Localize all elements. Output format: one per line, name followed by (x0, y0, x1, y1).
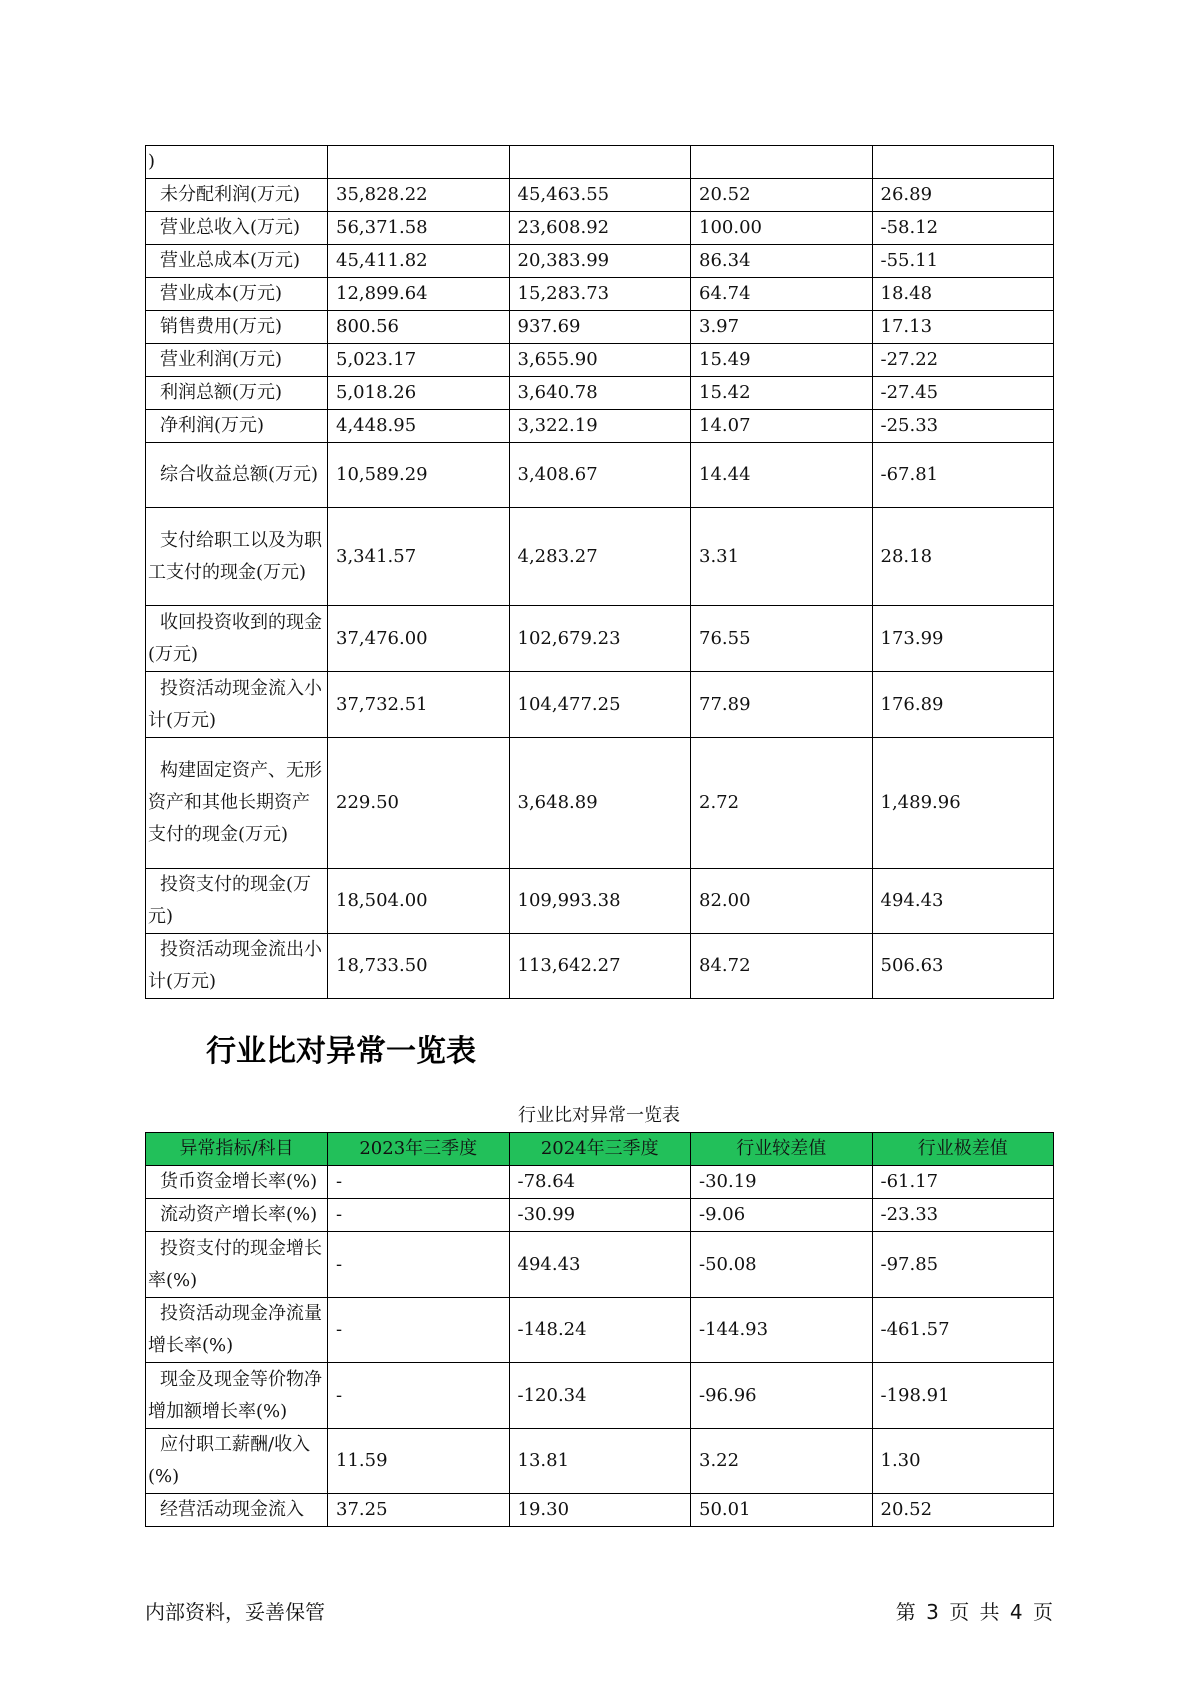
row-label: 营业总收入(万元) (146, 212, 328, 245)
value-cell: 12,899.64 (328, 278, 510, 311)
value-cell: 84.72 (691, 934, 873, 999)
value-cell: -148.24 (509, 1298, 691, 1363)
row-label: 经营活动现金流入 (146, 1494, 328, 1527)
value-cell: -144.93 (691, 1298, 873, 1363)
value-cell: 3.31 (691, 508, 873, 606)
column-header: 行业极差值 (872, 1133, 1054, 1166)
value-cell: 26.89 (872, 179, 1054, 212)
table-row (146, 278, 1054, 311)
value-cell: -55.11 (872, 245, 1054, 278)
value-cell: -27.45 (872, 377, 1054, 410)
table-row (146, 1429, 1054, 1494)
table-row (146, 869, 1054, 934)
column-header: 行业较差值 (691, 1133, 873, 1166)
table-row (146, 606, 1054, 672)
value-cell: -198.91 (872, 1363, 1054, 1429)
value-cell: 76.55 (691, 606, 873, 672)
value-cell: 3.22 (691, 1429, 873, 1494)
table-row (146, 377, 1054, 410)
row-label: 投资支付的现金增长率(%) (146, 1232, 328, 1298)
row-label: 支付给职工以及为职工支付的现金(万元) (146, 508, 328, 606)
value-cell: 229.50 (328, 738, 510, 869)
value-cell: 494.43 (509, 1232, 691, 1298)
value-cell: 176.89 (872, 672, 1054, 738)
value-cell: 109,993.38 (509, 869, 691, 934)
value-cell: -67.81 (872, 443, 1054, 508)
table-header-row (146, 1133, 1054, 1166)
value-cell: 15,283.73 (509, 278, 691, 311)
value-cell: 1.30 (872, 1429, 1054, 1494)
footer-page-number: 第 3 页 共 4 页 (895, 1600, 1053, 1624)
value-cell: -27.22 (872, 344, 1054, 377)
value-cell: -50.08 (691, 1232, 873, 1298)
value-cell: 937.69 (509, 311, 691, 344)
row-label: 投资支付的现金(万元) (146, 869, 328, 934)
value-cell: 64.74 (691, 278, 873, 311)
table-row (146, 1363, 1054, 1429)
table-row (146, 1298, 1054, 1363)
table-row (146, 934, 1054, 999)
industry-comparison-table (145, 1132, 1054, 1527)
value-cell: -25.33 (872, 410, 1054, 443)
value-cell: 35,828.22 (328, 179, 510, 212)
value-cell: 3,341.57 (328, 508, 510, 606)
column-header: 2023年三季度 (328, 1133, 510, 1166)
table-row (146, 179, 1054, 212)
row-label: 现金及现金等价物净增加额增长率(%) (146, 1363, 328, 1429)
value-cell: 86.34 (691, 245, 873, 278)
row-label: 未分配利润(万元) (146, 179, 328, 212)
row-label: 净利润(万元) (146, 410, 328, 443)
footer-confidential-note: 内部资料，妥善保管 (145, 1600, 325, 1624)
section-heading: 行业比对异常一览表 (206, 1034, 476, 1069)
value-cell: 20.52 (872, 1494, 1054, 1527)
value-cell: 45,411.82 (328, 245, 510, 278)
value-cell: -97.85 (872, 1232, 1054, 1298)
table-row (146, 311, 1054, 344)
value-cell: 100.00 (691, 212, 873, 245)
value-cell: 800.56 (328, 311, 510, 344)
value-cell: 13.81 (509, 1429, 691, 1494)
value-cell: 3,655.90 (509, 344, 691, 377)
value-cell: 14.07 (691, 410, 873, 443)
value-cell: 37,476.00 (328, 606, 510, 672)
value-cell: 5,018.26 (328, 377, 510, 410)
table-row (146, 410, 1054, 443)
row-label: 投资活动现金流出小计(万元) (146, 934, 328, 999)
table-row (146, 1166, 1054, 1199)
value-cell: 18,504.00 (328, 869, 510, 934)
value-cell: 3.97 (691, 311, 873, 344)
value-cell (691, 146, 873, 179)
value-cell: 5,023.17 (328, 344, 510, 377)
value-cell: 104,477.25 (509, 672, 691, 738)
value-cell: 37.25 (328, 1494, 510, 1527)
row-label: 流动资产增长率(%) (146, 1199, 328, 1232)
value-cell: -30.19 (691, 1166, 873, 1199)
value-cell: 37,732.51 (328, 672, 510, 738)
value-cell: 4,448.95 (328, 410, 510, 443)
table-row (146, 212, 1054, 245)
value-cell: 3,408.67 (509, 443, 691, 508)
value-cell: 3,322.19 (509, 410, 691, 443)
value-cell (328, 146, 510, 179)
value-cell: 102,679.23 (509, 606, 691, 672)
value-cell: - (328, 1232, 510, 1298)
table-caption: 行业比对异常一览表 (518, 1105, 680, 1126)
row-label: ) (146, 146, 328, 179)
value-cell: -61.17 (872, 1166, 1054, 1199)
value-cell: -78.64 (509, 1166, 691, 1199)
value-cell: 3,640.78 (509, 377, 691, 410)
value-cell: 23,608.92 (509, 212, 691, 245)
table-row (146, 1232, 1054, 1298)
table-row (146, 146, 1054, 179)
value-cell (509, 146, 691, 179)
value-cell: 14.44 (691, 443, 873, 508)
value-cell: 28.18 (872, 508, 1054, 606)
row-label: 销售费用(万元) (146, 311, 328, 344)
value-cell: -96.96 (691, 1363, 873, 1429)
value-cell: 56,371.58 (328, 212, 510, 245)
table-row (146, 1199, 1054, 1232)
row-label: 营业总成本(万元) (146, 245, 328, 278)
value-cell: 4,283.27 (509, 508, 691, 606)
row-label: 投资活动现金流入小计(万元) (146, 672, 328, 738)
value-cell: - (328, 1199, 510, 1232)
row-label: 货币资金增长率(%) (146, 1166, 328, 1199)
value-cell: 15.49 (691, 344, 873, 377)
value-cell: 506.63 (872, 934, 1054, 999)
column-header: 2024年三季度 (509, 1133, 691, 1166)
value-cell: - (328, 1298, 510, 1363)
value-cell: 17.13 (872, 311, 1054, 344)
value-cell: 173.99 (872, 606, 1054, 672)
value-cell: -9.06 (691, 1199, 873, 1232)
value-cell: -461.57 (872, 1298, 1054, 1363)
value-cell: 10,589.29 (328, 443, 510, 508)
value-cell: 77.89 (691, 672, 873, 738)
row-label: 收回投资收到的现金(万元) (146, 606, 328, 672)
table-row (146, 344, 1054, 377)
value-cell: 494.43 (872, 869, 1054, 934)
table-row (146, 245, 1054, 278)
value-cell: 20,383.99 (509, 245, 691, 278)
table-row (146, 443, 1054, 508)
column-header: 异常指标/科目 (146, 1133, 328, 1166)
row-label: 应付职工薪酬/收入(%) (146, 1429, 328, 1494)
value-cell: -58.12 (872, 212, 1054, 245)
value-cell: 19.30 (509, 1494, 691, 1527)
value-cell: -23.33 (872, 1199, 1054, 1232)
row-label: 营业成本(万元) (146, 278, 328, 311)
value-cell: 3,648.89 (509, 738, 691, 869)
value-cell: 2.72 (691, 738, 873, 869)
value-cell: 11.59 (328, 1429, 510, 1494)
table-row (146, 738, 1054, 869)
value-cell: 15.42 (691, 377, 873, 410)
row-label: 构建固定资产、无形资产和其他长期资产支付的现金(万元) (146, 738, 328, 869)
value-cell: 18.48 (872, 278, 1054, 311)
value-cell: 113,642.27 (509, 934, 691, 999)
value-cell: 45,463.55 (509, 179, 691, 212)
row-label: 综合收益总额(万元) (146, 443, 328, 508)
value-cell: 1,489.96 (872, 738, 1054, 869)
row-label: 投资活动现金净流量增长率(%) (146, 1298, 328, 1363)
value-cell: 82.00 (691, 869, 873, 934)
table-row (146, 672, 1054, 738)
value-cell: 20.52 (691, 179, 873, 212)
value-cell: - (328, 1166, 510, 1199)
value-cell: - (328, 1363, 510, 1429)
value-cell: -120.34 (509, 1363, 691, 1429)
value-cell (872, 146, 1054, 179)
financial-data-table (145, 145, 1054, 999)
table-row (146, 508, 1054, 606)
value-cell: 18,733.50 (328, 934, 510, 999)
value-cell: -30.99 (509, 1199, 691, 1232)
value-cell: 50.01 (691, 1494, 873, 1527)
row-label: 营业利润(万元) (146, 344, 328, 377)
table-row (146, 1494, 1054, 1527)
row-label: 利润总额(万元) (146, 377, 328, 410)
